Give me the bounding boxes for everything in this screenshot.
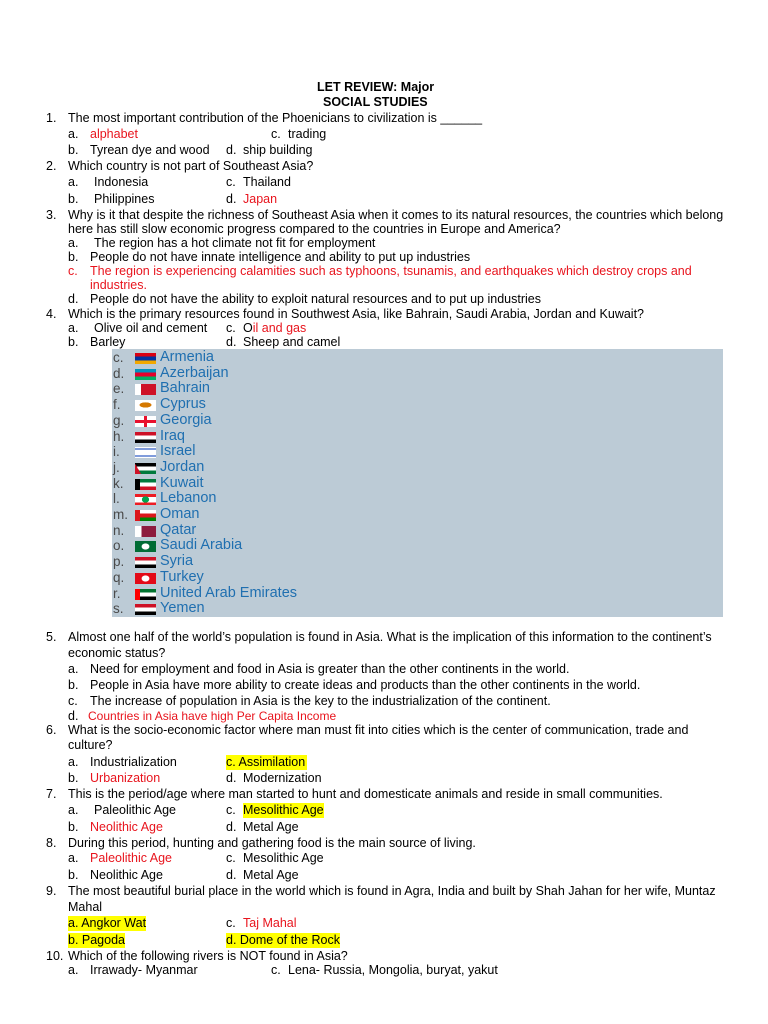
q6-text-line1: What is the socio-economic factor where man must fit into cities which is the center of communication, trade and: [68, 723, 689, 737]
country-letter: l.: [113, 491, 120, 507]
q5-b-option: People in Asia have more ability to create ideas and products than the other continents in the world.: [90, 678, 641, 692]
q5-number: 5.: [46, 630, 57, 644]
country-name: Azerbaijan: [160, 364, 229, 381]
flag-icon: [135, 526, 156, 537]
q9-a-option: Angkor Wat: [78, 916, 147, 930]
country-letter: o.: [113, 538, 125, 554]
country-name: Georgia: [160, 411, 212, 428]
country-item: [112, 429, 723, 445]
country-letter: g.: [113, 412, 125, 428]
flag-icon: [135, 463, 156, 474]
q6-b-letter: b.: [68, 771, 79, 785]
q7-b-answer: Neolithic Age: [90, 820, 163, 834]
q3-b-option: People do not have innate intelligence and ability to put up industries: [90, 250, 471, 264]
country-letter: d.: [113, 365, 125, 381]
country-item: [112, 366, 723, 382]
q2-b-option: Philippines: [94, 192, 155, 206]
flag-icon: [135, 541, 156, 552]
flag-icon: [135, 400, 156, 411]
flag-icon: [135, 557, 156, 568]
q10-text: Which of the following rivers is NOT found in Asia?: [68, 949, 348, 963]
q9-a-highlight: [68, 916, 146, 931]
q1-a-answer: alphabet: [90, 127, 138, 141]
flag-icon: [135, 604, 156, 615]
q9-text-line2: Mahal: [68, 900, 103, 914]
q8-d-option: Metal Age: [243, 868, 299, 882]
q9-c-answer: Taj Mahal: [243, 916, 297, 930]
country-item: [112, 460, 723, 476]
q1-b-option: Tyrean dye and wood: [90, 143, 210, 157]
q8-a-letter: a.: [68, 851, 79, 865]
q7-a-letter: a.: [68, 803, 79, 817]
q7-number: 7.: [46, 787, 57, 801]
q8-text: During this period, hunting and gathering food is the main source of living.: [68, 836, 476, 850]
flag-icon: [135, 432, 156, 443]
q6-a-option: Industrialization: [90, 755, 177, 769]
country-letter: i.: [113, 444, 120, 460]
country-name: Oman: [160, 506, 200, 522]
q5-text-line2: economic status?: [68, 646, 166, 660]
q5-d-letter: d.: [68, 709, 79, 723]
q8-b-option: Neolithic Age: [90, 868, 163, 882]
q1-number: 1.: [46, 111, 57, 125]
country-name: Jordan: [160, 458, 205, 475]
q9-d-highlight: d. Dome of the Rock: [226, 933, 340, 947]
q4-a-letter: a.: [68, 321, 79, 335]
flag-icon: [135, 479, 156, 490]
country-item: [112, 570, 723, 586]
country-letter: h.: [113, 428, 125, 444]
q6-text-line2: culture?: [68, 738, 113, 752]
country-item: [112, 444, 723, 460]
q2-c-letter: c.: [226, 175, 236, 189]
q8-b-letter: b.: [68, 868, 79, 882]
q3-a-letter: a.: [68, 236, 79, 250]
country-letter: n.: [113, 522, 125, 538]
q6-d-option: Modernization: [243, 771, 322, 785]
q4-a-option: Olive oil and cement: [94, 321, 208, 335]
q7-d-option: Metal Age: [243, 820, 299, 834]
country-item: [112, 476, 723, 492]
country-item: [112, 397, 723, 413]
q9-number: 9.: [46, 884, 57, 898]
flag-icon: [135, 510, 156, 521]
country-name: Syria: [160, 553, 194, 570]
q2-d-answer: Japan: [243, 192, 278, 206]
q8-c-letter: c.: [226, 851, 236, 865]
q4-c-option: [243, 321, 306, 336]
q2-b-letter: b.: [68, 192, 79, 206]
country-letter: p.: [113, 554, 125, 570]
country-item: [112, 350, 723, 366]
q3-c-answer-line2: industries.: [90, 278, 147, 292]
q5-d-answer: Countries in Asia have high Per Capita Income: [88, 709, 337, 723]
country-name: Armenia: [160, 349, 214, 365]
country-name: Turkey: [160, 568, 204, 585]
doc-title-line2: SOCIAL STUDIES: [323, 95, 428, 109]
country-name: Kuwait: [160, 474, 204, 491]
country-letter: e.: [113, 381, 125, 397]
q7-a-option: Paleolithic Age: [94, 803, 177, 817]
q1-c-letter: c.: [271, 127, 281, 141]
q1-b-letter: b.: [68, 143, 79, 157]
q5-text-line1: Almost one half of the world’s population is found in Asia. What is the implication of this information to the continent’s: [68, 630, 712, 644]
q4-c-answer: il and gas: [252, 321, 307, 335]
country-name: Qatar: [160, 521, 197, 538]
q1-d-letter: d.: [226, 143, 237, 157]
q1-a-letter: a.: [68, 127, 79, 141]
q3-c-answer-line1: The region is experiencing calamities such as typhoons, tsunamis, and earthquakes which destroy crops and: [90, 264, 692, 278]
country-name: Lebanon: [160, 490, 217, 507]
q2-c-option: Thailand: [243, 175, 291, 189]
country-item: [112, 523, 723, 539]
q4-d-option: Sheep and camel: [243, 335, 341, 349]
country-letter: r.: [113, 585, 121, 601]
country-letter: s.: [113, 601, 124, 617]
q8-c-option: Mesolithic Age: [243, 851, 324, 865]
q9-text-line1: The most beautiful burial place in the world which is found in Agra, India and built by Shah Jahan for her wife, Muntaz: [68, 884, 716, 898]
country-name: Israel: [160, 443, 196, 460]
q3-c-letter: c.: [68, 264, 78, 278]
q6-d-letter: d.: [226, 771, 237, 785]
q3-text-line2: here has still slow economic progress compared to the countries in Europe and America?: [68, 222, 561, 236]
q4-c-letter: c.: [226, 321, 236, 335]
country-name: Cyprus: [160, 396, 206, 413]
q3-d-letter: d.: [68, 292, 79, 306]
q3-text-line1: Why is it that despite the richness of Southeast Asia when it comes to its natural resources, the countries which belong: [68, 208, 724, 222]
q10-a-letter: a.: [68, 963, 79, 977]
country-letter: c.: [113, 350, 124, 365]
country-name: Saudi Arabia: [160, 537, 243, 554]
country-name: Bahrain: [160, 380, 210, 397]
q6-b-answer: Urbanization: [90, 771, 161, 785]
q4-b-letter: b.: [68, 335, 79, 349]
q1-text: The most important contribution of the Phoenicians to civilization is ______: [68, 111, 483, 125]
flag-icon: [135, 353, 156, 364]
doc-title-line1: LET REVIEW: Major: [317, 80, 435, 94]
q7-d-letter: d.: [226, 820, 237, 834]
q10-number: 10.: [46, 949, 64, 963]
country-item: [112, 413, 723, 429]
q3-b-letter: b.: [68, 250, 79, 264]
flag-icon: [135, 447, 156, 458]
flag-icon: [135, 369, 156, 380]
flag-icon: [135, 384, 156, 395]
q10-c-option: Lena- Russia, Mongolia, buryat, yakut: [288, 963, 498, 977]
q4-d-letter: d.: [226, 335, 237, 349]
flag-icon: [135, 416, 156, 427]
q6-a-letter: a.: [68, 755, 79, 769]
q9-c-letter: c.: [226, 916, 236, 930]
q3-a-option: The region has a hot climate not fit for employment: [94, 236, 376, 250]
q2-text: Which country is not part of Southeast Asia?: [68, 159, 314, 173]
country-letter: k.: [113, 475, 124, 491]
q3-number: 3.: [46, 208, 57, 222]
q5-b-letter: b.: [68, 678, 79, 692]
q5-c-letter: c.: [68, 694, 78, 708]
q9-b-highlight: b. Pagoda: [68, 933, 125, 947]
q10-a-option: Irrawady- Myanmar: [90, 963, 198, 977]
flag-icon: [135, 589, 156, 600]
country-letter: q.: [113, 569, 125, 585]
country-item: [112, 554, 723, 570]
q7-c-letter: c.: [226, 803, 236, 817]
q7-text: This is the period/age where man started to hunt and domesticate animals and reside in small communities.: [68, 787, 663, 801]
q2-number: 2.: [46, 159, 57, 173]
q8-number: 8.: [46, 836, 57, 850]
country-item: [112, 538, 723, 554]
q4-c-prefix: O: [243, 321, 253, 335]
country-name: Yemen: [160, 600, 205, 617]
q1-c-option: trading: [288, 127, 327, 141]
q5-c-option: The increase of population in Asia is the key to the industrialization of the continent.: [90, 694, 551, 708]
country-list-panel: [112, 349, 723, 617]
country-item: [112, 491, 723, 507]
country-item: [112, 601, 723, 617]
country-name: Iraq: [160, 427, 185, 444]
flag-icon: [135, 494, 156, 505]
country-item: [112, 586, 723, 602]
country-item: [112, 507, 723, 523]
country-letter: j.: [113, 459, 120, 475]
q8-d-letter: d.: [226, 868, 237, 882]
q3-d-option: People do not have the ability to exploit natural resources and to put up industries: [90, 292, 541, 306]
q6-number: 6.: [46, 723, 57, 737]
country-letter: m.: [113, 507, 128, 522]
q4-number: 4.: [46, 307, 57, 321]
flag-icon: [135, 573, 156, 584]
q5-a-option: Need for employment and food in Asia is greater than the other continents in the world.: [90, 662, 570, 676]
q10-c-letter: c.: [271, 963, 281, 977]
q2-d-letter: d.: [226, 192, 237, 206]
q5-a-letter: a.: [68, 662, 79, 676]
q4-text: Which is the primary resources found in Southwest Asia, like Bahrain, Saudi Arabia, Jordan and Kuwait?: [68, 307, 645, 321]
country-letter: f.: [113, 397, 121, 413]
q2-a-letter: a.: [68, 175, 79, 189]
q8-a-answer: Paleolithic Age: [90, 851, 173, 865]
country-name: United Arab Emirates: [160, 584, 298, 601]
q2-a-option: Indonesia: [94, 175, 149, 189]
q7-c-highlight: Mesolithic Age: [243, 803, 324, 817]
q6-c-answer-highlight: c. Assimilation: [226, 755, 306, 769]
country-item: [112, 381, 723, 397]
q4-b-option: Barley: [90, 335, 126, 349]
q9-a-letter: a.: [68, 916, 79, 930]
q1-d-option: ship building: [243, 143, 313, 157]
q7-b-letter: b.: [68, 820, 79, 834]
